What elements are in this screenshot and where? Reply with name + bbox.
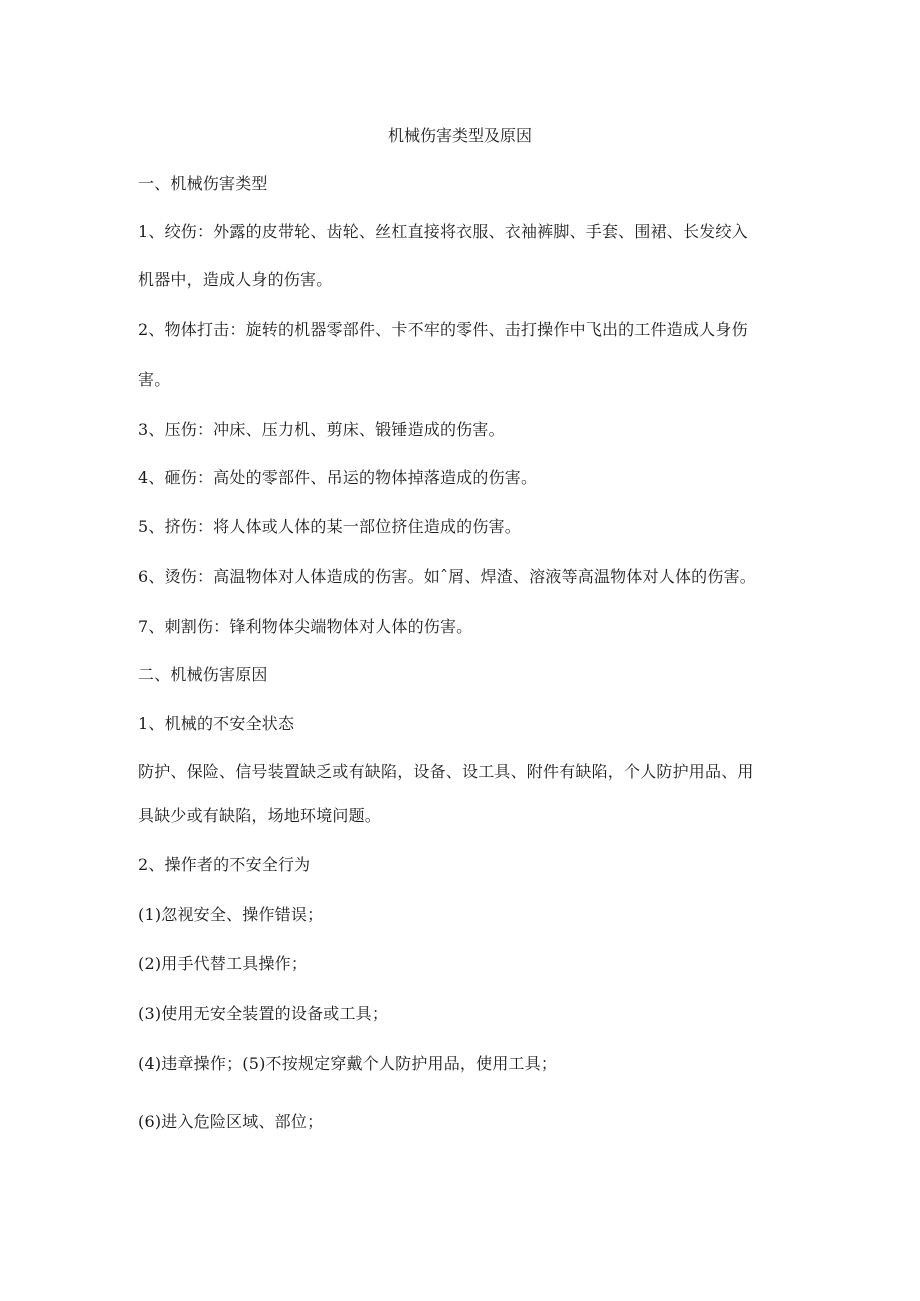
list-item-continuation: 机器中，造成人身的伤害。 <box>138 270 333 289</box>
list-item: (4)违章操作；(5)不按规定穿戴个人防护用品，使用工具； <box>138 1054 558 1073</box>
list-item: (3)使用无安全装置的设备或工具； <box>138 1004 389 1023</box>
list-item: (1)忽视安全、操作错误； <box>138 905 324 924</box>
document-title: 机械伤害类型及原因 <box>387 126 532 145</box>
section-heading-causes: 二、机械伤害原因 <box>138 665 268 684</box>
subsection-heading-unsafe-state: 1、机械的不安全状态 <box>138 714 295 733</box>
list-item: 2、物体打击：旋转的机器零部件、卡不牢的零件、击打操作中飞出的工件造成人身伤 <box>138 320 748 339</box>
list-item-continuation: 害。 <box>138 370 171 389</box>
list-item: 4、砸伤：高处的零部件、吊运的物体掉落造成的伤害。 <box>138 468 538 487</box>
list-item: 6、烫伤：高温物体对人体造成的伤害。如ˆ屑、焊渣、溶液等高温物体对人体的伤害。 <box>138 567 756 586</box>
list-item: 7、刺割伤：锋利物体尖端物体对人体的伤害。 <box>138 617 473 636</box>
list-item: 3、压伤：冲床、压力机、剪床、锻锤造成的伤害。 <box>138 420 505 439</box>
list-item: (6)进入危险区域、部位； <box>138 1112 324 1131</box>
list-item: 1、绞伤：外露的皮带轮、齿轮、丝杠直接将衣服、衣袖裤脚、手套、围裙、长发绞入 <box>138 222 748 241</box>
list-item: 5、挤伤：将人体或人体的某一部位挤住造成的伤害。 <box>138 517 521 536</box>
paragraph-line: 防护、保险、信号装置缺乏或有缺陷，设备、设工具、附件有缺陷，个人防护用品、用 <box>138 762 754 781</box>
list-item: (2)用手代替工具操作； <box>138 954 308 973</box>
paragraph-line: 具缺少或有缺陷，场地环境问题。 <box>138 806 382 825</box>
section-heading-types: 一、机械伤害类型 <box>138 174 268 193</box>
subsection-heading-unsafe-behavior: 2、操作者的不安全行为 <box>138 855 311 874</box>
